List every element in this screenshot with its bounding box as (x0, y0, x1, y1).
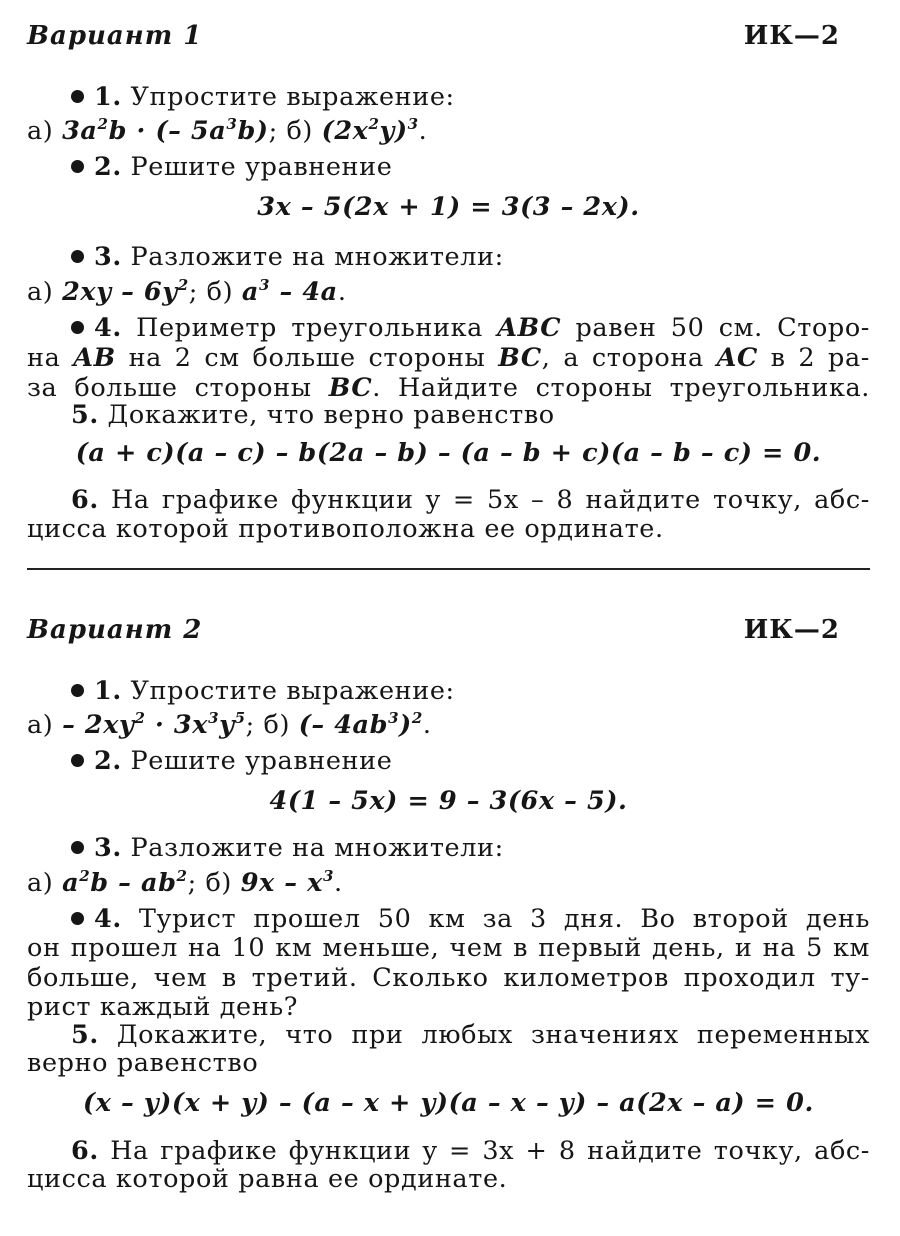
v1-task-3 (27, 240, 870, 274)
v1-task-4-line-3: за больше стороны BC. Найдите стороны треугольника. (27, 373, 870, 403)
v2-task-2-equation: 4(1 – 5x) = 9 – 3(6x – 5). (269, 786, 628, 816)
v1-task-1-number: 1. (94, 82, 122, 112)
v1-task-4-number: 4. (94, 313, 122, 343)
v1-task-2-equation: 3x – 5(2x + 1) = 3(3 – 2x). (257, 192, 640, 222)
v1-task-5-text: Докажите, что верно равенство (98, 400, 555, 430)
v1-task-6-text-1: На графике функции y = 5x – 8 найдите точку, абс- (98, 485, 870, 515)
v2-task-4-line-3: больше, чем в третий. Сколько километров проходил ту- (27, 963, 870, 993)
v2-task-2-number: 2. (94, 746, 122, 776)
v1-task-2 (27, 150, 870, 184)
v1-task-4-line-2: на AB на 2 см больше стороны BC, а сторона AC в 2 ра- (27, 343, 870, 373)
variant-2-code: ИК—2 (743, 615, 840, 645)
bullet-icon (71, 684, 84, 697)
v2-task-1-text: Упростите выражение: (121, 676, 455, 706)
v1-task-2-text: Решите уравнение (121, 152, 393, 182)
v1-task-3-expressions: а) $2xy - 6y^2$; б) $a^3 - 4a$. (27, 276, 347, 307)
v2-task-3-text: Разложите на множители: (121, 833, 504, 863)
variant-2-header (27, 613, 870, 647)
v1-task-6-number: 6. (71, 485, 99, 515)
v1-task-2-number: 2. (94, 152, 122, 182)
v2-task-4-text-1: Турист прошел 50 км за 3 дня. Во второй день (121, 904, 870, 934)
v2-task-5-number: 5. (71, 1020, 99, 1050)
variant-2-title: Вариант 2 (27, 615, 203, 645)
v2-task-4-number: 4. (94, 904, 122, 934)
variant-1-code: ИК—2 (743, 21, 840, 51)
v2-task-3-expressions: а) $a^2b - ab^2$; б) $9x - x^3$. (27, 867, 343, 898)
v2-task-5-line-2: верно равенство (27, 1048, 259, 1078)
v1-task-5-equation: (a + c)(a – c) – b(2a – b) – (a – b + c)(a – b – c) = 0. (75, 438, 822, 468)
v1-task-1-expressions: а) $3a^2b$ · (– $5a^3b$); б) $(2x^2y)^3$. (27, 115, 428, 146)
v1-task-1 (27, 80, 870, 114)
bullet-icon (71, 912, 84, 925)
v2-task-1-expressions: $а) - 2xy^2 \cdot 3x^3y^5$; б) (– $4ab^3)^2$. (27, 709, 432, 740)
section-divider (27, 568, 870, 570)
v2-task-2-text: Решите уравнение (121, 746, 393, 776)
bullet-icon (71, 250, 84, 263)
v1-task-3-text: Разложите на множители: (121, 242, 504, 272)
bullet-icon (71, 841, 84, 854)
bullet-icon (71, 160, 84, 173)
v1-task-4-line-1: 4. Периметр треугольника ABC равен 50 см. Сторо- (27, 311, 870, 345)
v2-task-3 (27, 831, 870, 865)
v1-task-5 (27, 398, 870, 432)
v2-task-4-line-4: рист каждый день? (27, 992, 299, 1022)
v1-task-6-line-2: цисса которой противоположна ее ординате. (27, 514, 664, 544)
variant-1-header (27, 19, 870, 53)
v2-task-5-equation: (x – y)(x + y) – (a – x + y)(a – x – y) – a(2x – a) = 0. (83, 1088, 814, 1118)
bullet-icon (71, 90, 84, 103)
v2-task-1-number: 1. (94, 676, 122, 706)
bullet-icon (71, 321, 84, 334)
v1-task-3-number: 3. (94, 242, 122, 272)
v2-task-4-line-2: он прошел на 10 км меньше, чем в первый день, и на 5 км (27, 933, 870, 963)
v2-task-6-line-2: цисса которой равна ее ординате. (27, 1164, 508, 1194)
v2-task-6-text-1: На графике функции y = 3x + 8 найдите точку, абс- (98, 1136, 870, 1166)
v2-task-6-number: 6. (71, 1136, 99, 1166)
v2-task-5-text-1: Докажите, что при любых значениях переменных (98, 1020, 870, 1050)
bullet-icon (71, 754, 84, 767)
v1-task-5-number: 5. (71, 400, 99, 430)
v2-task-2 (27, 744, 870, 778)
v2-task-3-number: 3. (94, 833, 122, 863)
variant-1-title: Вариант 1 (27, 21, 203, 51)
v1-task-1-text: Упростите выражение: (121, 82, 455, 112)
v2-task-1 (27, 674, 870, 708)
